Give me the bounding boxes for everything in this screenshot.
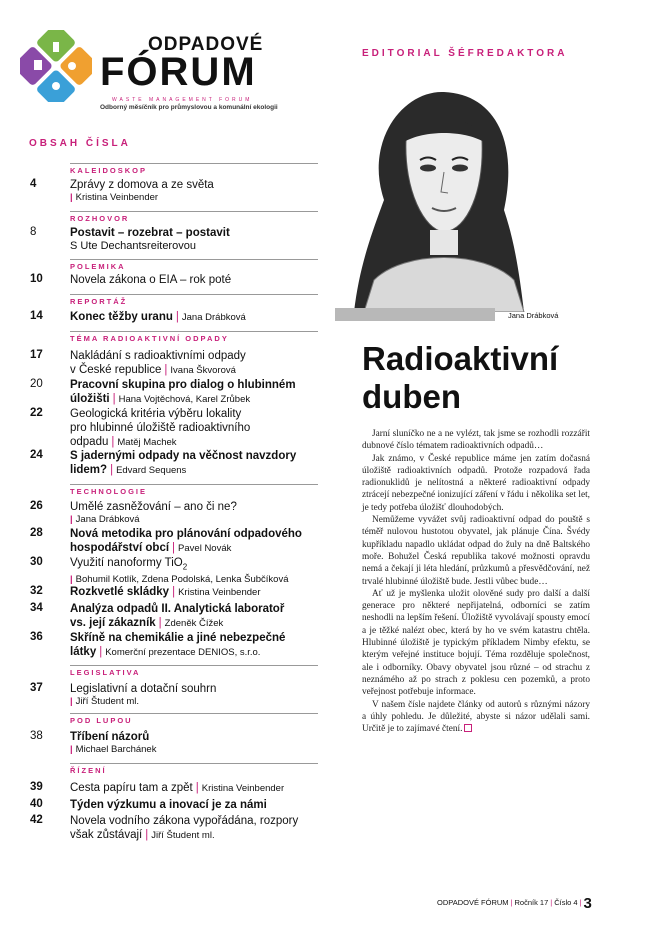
toc-entry-title: Analýza odpadů II. Analytická laboratoř	[70, 603, 285, 615]
toc-section-label: TECHNOLOGIE	[70, 487, 148, 496]
footer-volume: Ročník 17	[514, 898, 549, 907]
divider-bar: |	[145, 829, 149, 841]
toc-entry-title: Využití nanoformy TiO	[70, 557, 183, 569]
toc-author: Jiří Študent ml.	[151, 830, 215, 841]
divider-bar: |	[111, 436, 115, 448]
toc-entry[interactable]	[70, 226, 320, 252]
toc-entry-title: v České republice	[70, 364, 162, 376]
toc-author: Kristina Veinbender	[75, 192, 159, 203]
end-mark-icon	[464, 724, 472, 732]
toc-entry-line2	[70, 392, 320, 406]
toc-entry[interactable]	[70, 602, 320, 630]
toc-author: Jiří Študent ml.	[75, 696, 140, 707]
toc-entry-line2	[70, 463, 320, 477]
headline-line2: duben	[362, 378, 461, 415]
toc-entry[interactable]	[70, 500, 320, 526]
toc-entry-title: pro hlubinné úložiště radioaktivního odpadu	[70, 422, 251, 448]
toc-author-line	[70, 240, 320, 252]
toc-entry[interactable]	[70, 585, 320, 599]
toc-entry-title: Legislativní a dotační souhrn	[70, 683, 217, 695]
toc-entry-line2	[70, 645, 320, 659]
divider-bar: |	[70, 696, 73, 707]
divider-bar: |	[158, 617, 162, 629]
toc-entry-title: Pracovní skupina pro dialog o hlubinném	[70, 379, 296, 391]
toc-author-line	[70, 744, 320, 756]
toc-author: Hana Vojtěchová, Karel Zrůbek	[118, 394, 251, 405]
divider-bar: |	[70, 744, 73, 755]
toc-entry[interactable]	[70, 730, 320, 756]
toc-page-number: 42	[30, 814, 43, 826]
toc-page-number: 24	[30, 449, 43, 461]
toc-page-number: 37	[30, 682, 43, 694]
toc-entry-title: Nakládání s radioaktivními odpady	[70, 350, 246, 362]
toc-author: S Ute Dechantsreiterovou	[70, 240, 196, 252]
toc-entry[interactable]	[70, 273, 320, 287]
toc-entry-title: Skříně na chemikálie a jiné nebezpečné	[70, 632, 286, 644]
toc-author: Zdeněk Čížek	[164, 618, 224, 629]
toc-page-number: 17	[30, 349, 43, 361]
divider-bar: |	[70, 574, 73, 586]
divider-bar: |	[112, 393, 116, 405]
toc-entry-title: Tříbení názorů	[70, 731, 150, 743]
page-number: 3	[583, 895, 592, 912]
toc-entry-title: Novela zákona o EIA – rok poté	[70, 274, 232, 286]
toc-page-number: 32	[30, 585, 43, 597]
editorial-heading: EDITORIAL ŠÉFREDAKTORA	[362, 48, 568, 59]
toc-author: Michael Barchánek	[75, 744, 157, 755]
toc-entry-title: však zůstávají	[70, 829, 143, 841]
toc-page-number: 34	[30, 602, 43, 614]
toc-entry-title: Týden výzkumu a inovací je za námi	[70, 799, 267, 811]
toc-entry-title: Cesta papíru tam a zpět	[70, 782, 193, 794]
paragraph: Nemůžeme vyvážet svůj radioaktivní odpad do pouště s téměř nulovou hustotou obyvatel, jak plánuje Čína. Švédy kupříkladu napadlo ukládat odpad do žuly na dně Baltského moře. Bohužel Česká republika takové možnosti opravdu nemá a čekají ji léta hledání, průzkumů a přesvědčování, než trvalé hlubinné úložiště bude. Jestli vůbec bude…	[362, 515, 590, 587]
logo-subtitle: Odborný měsíčník pro průmyslovou a komunální ekologii	[100, 104, 278, 111]
section-divider	[70, 713, 318, 714]
toc-entry[interactable]	[70, 527, 320, 555]
toc-entry-title: hospodářství obcí	[70, 542, 170, 554]
toc-author: Matěj Machek	[117, 437, 177, 448]
toc-entry-title: lidem?	[70, 464, 108, 476]
toc-entry[interactable]	[70, 556, 320, 586]
toc-entry-title: Konec těžby uranu	[70, 311, 173, 323]
divider-bar: |	[70, 192, 73, 203]
paragraph-text: V našem čísle najdete články od autorů s různými názory a úhly pohledu. Je důležité, abyste si názor udělali sami. Určitě je to zajímavé čtení.	[362, 699, 590, 735]
toc-author: Bohumil Kotlík, Zdena Podolská, Lenka Šubčíková	[75, 574, 289, 586]
section-divider	[70, 259, 318, 260]
divider-bar: |	[195, 782, 199, 794]
toc-entry-line2	[70, 363, 320, 377]
section-divider	[70, 484, 318, 485]
toc-author: Edvard Sequens	[116, 465, 187, 476]
toc-author-line	[70, 696, 320, 708]
toc-page-number: 28	[30, 527, 43, 539]
editorial-headline	[362, 340, 612, 416]
toc-page-number: 14	[30, 310, 43, 322]
toc-author: Kristina Veinbender	[178, 587, 261, 598]
toc-entry-title: Zprávy z domova a ze světa	[70, 179, 214, 191]
footer-magazine: ODPADOVÉ FÓRUM	[437, 898, 509, 907]
toc-page-number: 8	[30, 226, 37, 238]
toc-entry-title: látky	[70, 646, 97, 658]
toc-entry-title: S jadernými odpady na věčnost navzdory	[70, 450, 297, 462]
toc-entry-title: Rozkvetlé skládky	[70, 586, 170, 598]
toc-entry-line2	[70, 616, 320, 630]
toc-author: Jana Drábková	[75, 514, 140, 525]
toc-entry[interactable]	[70, 814, 320, 842]
toc-section-label: REPORTÁŽ	[70, 297, 128, 306]
toc-page-number: 4	[30, 178, 37, 190]
logo-wordmark-line1: ODPADOVÉ	[148, 34, 264, 55]
divider-bar: |	[70, 514, 73, 525]
divider-bar: |	[110, 464, 114, 476]
paragraph: Ať už je myšlenka uložit olověné sudy pro další a další generace pro některé nepřijatelná, odborníci se zatím neshodli na lepším řešení. Úložiště vyvolávají spousty emocí a je těžké nalézt obec, která by ho ve svém katastru chtěla. Hlubinné úložiště je typickým příkladem Nimby efektu, se kterým veřejné instituce bojují. Téma rozděluje společnost, ale i odborníky. Obavy obyvatel jsou různé – od strachu z neznámého až po strach z poklesu cen pozemků, a proto veřejnost potřebuje informace.	[362, 588, 590, 698]
paragraph: Jak známo, v České republice máme jen zatím dočasná úložiště radioaktivních odpadů. Protože rozpadová řada radionuklidů je nelítostná a některé radioaktivní odpady ztrácejí nebezpečné ionizující záření v řádu i několika set let, je tedy potřeba úložišť dlouhodobých.	[362, 453, 590, 513]
toc-entry[interactable]	[70, 449, 320, 477]
toc-author: Ivana Škvorová	[170, 365, 236, 376]
section-divider	[70, 331, 318, 332]
toc-page-number: 26	[30, 500, 43, 512]
portrait-caption: Jana Drábková	[508, 311, 559, 320]
toc-page-number: 20	[30, 378, 43, 390]
footer-issue: Číslo 4	[554, 898, 578, 907]
toc-entry[interactable]	[70, 798, 320, 812]
toc-page-number: 22	[30, 407, 43, 419]
section-divider	[70, 763, 318, 764]
paragraph: Jarní sluníčko ne a ne vylézt, tak jsme se rozhodli rozzářit dubnové číslo tématem radioaktivních odpadů…	[362, 429, 590, 452]
magazine-logo-icon	[20, 30, 92, 102]
toc-author-line	[70, 192, 320, 204]
section-divider	[70, 294, 318, 295]
divider-bar: |	[172, 542, 176, 554]
toc-page-number: 30	[30, 556, 43, 568]
toc-section-label: ROZHOVOR	[70, 214, 130, 223]
toc-entry[interactable]	[70, 349, 320, 377]
toc-entry-title: Postavit – rozebrat – postavit	[70, 227, 230, 239]
toc-entry-title: Geologická kritéria výběru lokality	[70, 408, 242, 420]
toc-entry[interactable]	[70, 178, 320, 204]
toc-author-line	[70, 514, 320, 526]
toc-section-label: POD LUPOU	[70, 716, 133, 725]
toc-entry-title: Novela vodního zákona vypořádána, rozpory	[70, 815, 299, 827]
toc-author: Komerční prezentace DENIOS, s.r.o.	[105, 647, 261, 658]
toc-entry-title: Umělé zasněžování – ano či ne?	[70, 501, 237, 513]
section-divider	[70, 211, 318, 212]
toc-entry-line2	[70, 541, 320, 555]
toc-page-number: 36	[30, 631, 43, 643]
divider-bar: |	[99, 646, 103, 658]
toc-page-number: 40	[30, 798, 43, 810]
section-divider	[70, 163, 318, 164]
toc-author: Pavel Novák	[178, 543, 232, 554]
editorial-body	[362, 428, 590, 735]
headline-line1: Radioaktivní	[362, 340, 559, 377]
toc-author: Kristina Veinbender	[201, 783, 285, 794]
toc-entry[interactable]	[70, 781, 320, 795]
divider-bar: |	[164, 364, 168, 376]
toc-page-number: 38	[30, 730, 43, 742]
toc-entry[interactable]	[70, 407, 320, 449]
page-footer: ODPADOVÉ FÓRUM | Ročník 17 | Číslo 4 | 3	[437, 895, 592, 912]
toc-entry-line2	[70, 421, 320, 449]
toc-entry-title: vs. její zákazník	[70, 617, 156, 629]
editor-portrait-image	[344, 80, 532, 312]
toc-section-label: KALEIDOSKOP	[70, 166, 148, 175]
toc-section-label: POLEMIKA	[70, 262, 126, 271]
toc-section-label: ŘÍZENÍ	[70, 766, 107, 775]
caption-bar	[335, 308, 495, 321]
toc-entry[interactable]	[70, 310, 320, 324]
toc-entry[interactable]	[70, 631, 320, 659]
toc-entry[interactable]	[70, 378, 320, 406]
toc-author: Jana Drábková	[181, 312, 246, 323]
logo-tagline: WASTE MANAGEMENT FORUM	[112, 97, 253, 103]
toc-entry-title: Nová metodika pro plánování odpadového	[70, 528, 302, 540]
divider-bar: |	[175, 311, 179, 323]
divider-bar: |	[172, 586, 176, 598]
paragraph	[362, 699, 590, 736]
toc-page-number: 39	[30, 781, 43, 793]
toc-section-label: LEGISLATIVA	[70, 668, 141, 677]
toc-title-subscript: 2	[182, 562, 188, 572]
toc-entry[interactable]	[70, 682, 320, 708]
logo-wordmark-line2: FÓRUM	[100, 50, 257, 94]
toc-section-label: TÉMA RADIOAKTIVNÍ ODPADY	[70, 334, 229, 343]
toc-page-number: 10	[30, 273, 43, 285]
toc-heading: OBSAH ČÍSLA	[29, 138, 131, 149]
toc-entry-line2	[70, 828, 320, 842]
toc-entry-title: úložišti	[70, 393, 110, 405]
section-divider	[70, 665, 318, 666]
